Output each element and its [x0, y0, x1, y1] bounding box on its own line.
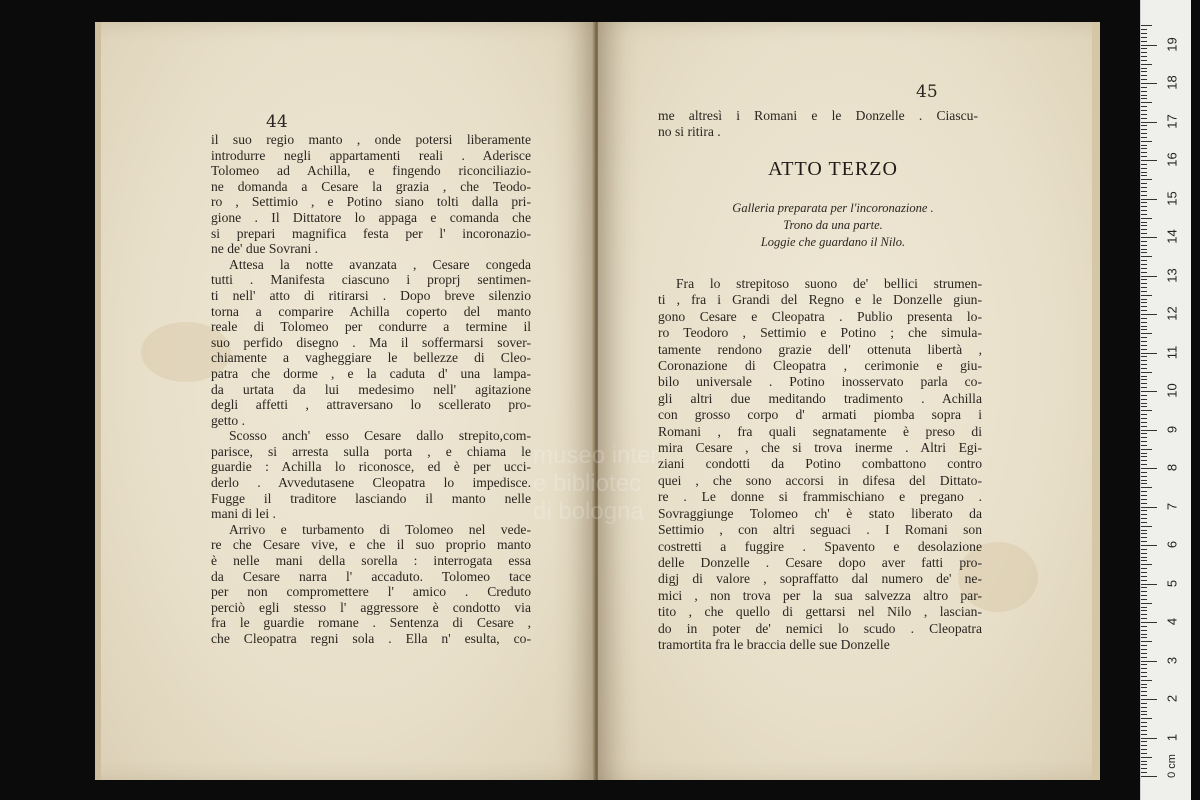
text-line: è nelle mani della sorella : interrogata essa — [211, 553, 531, 569]
ruler-tick — [1141, 714, 1147, 715]
text-line: guardie : Achilla lo riconosce, ed è per ucci- — [211, 459, 531, 475]
text-line: digj di valore , sopraffatto dal numero de' ne- — [658, 571, 982, 587]
setting-line: Galleria preparata per l'incoronazione . — [732, 201, 934, 215]
ruler-tick — [1141, 453, 1147, 454]
ruler-tick — [1141, 314, 1157, 315]
ruler-tick — [1141, 557, 1147, 558]
ruler-tick — [1141, 472, 1147, 473]
ruler-tick — [1141, 276, 1157, 277]
ruler-tick — [1141, 630, 1147, 631]
ruler-tick — [1141, 341, 1147, 342]
ruler-number: 2 — [1164, 694, 1180, 703]
text-line: Fra lo strepitoso suono de' bellici strumen- — [676, 276, 982, 291]
ruler-number: 4 — [1164, 617, 1180, 626]
ruler-tick — [1141, 210, 1147, 211]
ruler-tick — [1141, 568, 1147, 569]
ruler-tick — [1141, 222, 1147, 223]
ruler-tick — [1141, 206, 1147, 207]
ruler-tick — [1141, 29, 1147, 30]
ruler-tick — [1141, 437, 1147, 438]
ruler-tick — [1141, 661, 1157, 662]
ruler-tick — [1141, 564, 1152, 565]
ruler-tick — [1141, 549, 1147, 550]
text-line: ti , fra i Grandi del Regno e le Donzelle giun- — [658, 292, 982, 308]
ruler-tick — [1141, 418, 1147, 419]
ruler-number: 5 — [1164, 579, 1180, 587]
ruler-tick — [1141, 25, 1152, 26]
ruler-tick — [1141, 499, 1147, 500]
text-line: con grosso corpo d' armati piomba sopra i — [658, 407, 982, 423]
ruler-tick — [1141, 730, 1147, 731]
text-line: Tolomeo ad Achilla, e fingendo riconciliazio- — [211, 163, 531, 179]
ruler-tick — [1141, 403, 1147, 404]
ruler-tick — [1141, 229, 1147, 230]
text-line: gione . Il Dittatore lo appaga e comanda che — [211, 209, 531, 225]
act-title: ATTO TERZO — [768, 158, 898, 180]
ruler-tick — [1141, 749, 1147, 750]
ruler-tick — [1141, 179, 1152, 180]
ruler-tick — [1141, 680, 1152, 681]
ruler-tick — [1141, 191, 1147, 192]
ruler-tick — [1141, 468, 1157, 469]
watermark-line: museo inter — [533, 442, 659, 469]
ruler-tick — [1141, 79, 1147, 80]
ruler-tick — [1141, 584, 1157, 585]
ruler-tick — [1141, 249, 1147, 250]
ruler-tick — [1141, 64, 1152, 65]
text-line: fra le guardie romane . Sentenza di Cesare , — [211, 615, 531, 631]
ruler-tick — [1141, 422, 1147, 423]
ruler-tick — [1141, 487, 1152, 488]
ruler-tick — [1141, 91, 1147, 92]
text-line: tito , che quello di gettarsi nel Nilo , lascian- — [658, 604, 982, 620]
text-line: no si ritira . — [658, 123, 721, 139]
ruler-number: 15 — [1164, 190, 1180, 206]
text-line: tamente rendono grazie dell' ottenuta libertà , — [658, 341, 982, 357]
ruler-tick — [1141, 160, 1157, 161]
text-line: reale di Tolomeo per condurre a termine il — [211, 319, 531, 335]
text-line: ro Teodoro , Settimio e Potino ; che simula- — [658, 325, 982, 341]
text-line: il suo regio manto , onde potersi liberamente — [211, 132, 531, 147]
ruler-tick — [1141, 634, 1147, 635]
text-line: si prepari magnifica festa per l' incoronazio- — [211, 225, 531, 241]
ruler-tick — [1141, 245, 1147, 246]
ruler-tick — [1141, 553, 1147, 554]
text-line: patra che dorme , e la caduta d' una lampa- — [211, 365, 531, 381]
ruler-tick — [1141, 410, 1152, 411]
ruler-tick — [1141, 110, 1147, 111]
ruler-tick — [1141, 503, 1147, 504]
text-line: chiamente a vagheggiare le bellezze di Cleo- — [211, 350, 531, 366]
ruler-number: 9 — [1164, 425, 1180, 433]
ruler-tick — [1141, 699, 1157, 700]
ruler-tick — [1141, 41, 1147, 42]
ruler-tick — [1141, 95, 1147, 96]
text-line: per non compromettere l' amico . Creduto — [211, 584, 531, 600]
text-line: da Cesare narra l' accaduto. Tolomeo tace — [211, 568, 531, 584]
continuation-text — [658, 108, 978, 139]
ruler-tick — [1141, 610, 1147, 611]
ruler-tick — [1141, 707, 1147, 708]
ruler-tick — [1141, 518, 1147, 519]
ruler-tick — [1141, 137, 1147, 138]
ruler-tick — [1141, 722, 1147, 723]
ruler-tick — [1141, 195, 1147, 196]
ruler-tick — [1141, 387, 1147, 388]
ruler-tick — [1141, 372, 1152, 373]
ruler-tick — [1141, 279, 1147, 280]
ruler-tick — [1141, 237, 1157, 238]
ruler-number: 6 — [1164, 540, 1180, 549]
ruler-tick — [1141, 291, 1147, 292]
text-line: parisce, si arresta sulla porta , e chiama le — [211, 443, 531, 459]
ruler-tick — [1141, 599, 1147, 600]
ruler-tick — [1141, 199, 1157, 200]
text-line: Attesa la notte avanzata , Cesare congeda — [229, 256, 531, 272]
ruler-tick — [1141, 256, 1152, 257]
ruler-tick — [1141, 745, 1147, 746]
ruler-tick — [1141, 738, 1157, 739]
ruler-tick — [1141, 607, 1147, 608]
ruler-tick — [1141, 595, 1147, 596]
open-book — [95, 22, 1100, 780]
text-line: Sovraggiunge Tolomeo ch' è stato liberato da — [658, 505, 982, 521]
ruler-tick — [1141, 426, 1147, 427]
ruler-tick — [1141, 360, 1147, 361]
ruler-tick — [1141, 333, 1152, 334]
ruler-tick — [1141, 379, 1147, 380]
ruler-tick — [1141, 329, 1147, 330]
text-line: che Cleopatra regni sola . Ella n' esulta, co- — [211, 631, 531, 646]
ruler-tick — [1141, 560, 1147, 561]
ruler-tick — [1141, 122, 1157, 123]
ruler-tick — [1141, 741, 1147, 742]
ruler-tick — [1141, 772, 1147, 773]
ruler-tick — [1141, 264, 1147, 265]
text-line: perciò egli stesso l' aggressore è condotto via — [211, 599, 531, 615]
text-line: ziani condotti da Potino combattono contro — [658, 456, 982, 472]
ruler-tick — [1141, 464, 1147, 465]
ruler-tick — [1141, 183, 1147, 184]
text-line: re . Le donne si frammischiano e pregano . — [658, 489, 982, 505]
text-line: ne domanda a Cesare la grazia , che Teodo- — [211, 178, 531, 194]
text-line: ne de' due Sovrani . — [211, 241, 319, 257]
ruler-number: 10 — [1164, 383, 1180, 398]
ruler-tick — [1141, 218, 1152, 219]
ruler-number: 17 — [1164, 113, 1180, 129]
ruler-tick — [1141, 533, 1147, 534]
ruler-number: 11 — [1164, 345, 1180, 359]
ruler-tick — [1141, 391, 1157, 392]
ruler-tick — [1141, 637, 1147, 638]
ruler-tick — [1141, 260, 1147, 261]
ruler-tick — [1141, 102, 1152, 103]
ruler-tick — [1141, 83, 1157, 84]
ruler-tick — [1141, 580, 1147, 581]
text-line: Fugge il traditore lasciando il manto nelle — [211, 490, 531, 506]
ruler-tick — [1141, 310, 1147, 311]
ruler-tick — [1141, 726, 1147, 727]
left-page-number: 44 — [266, 112, 288, 132]
left-page — [95, 22, 595, 780]
text-line: mira Cesare , che si trova inerme . Altri Egi- — [658, 440, 982, 456]
text-line: Settimio , con altri seguaci . I Romani son — [658, 522, 982, 538]
ruler-tick — [1141, 141, 1152, 142]
text-line: Scosso anch' esso Cesare dallo strepito,com- — [229, 428, 531, 444]
right-page-number: 45 — [916, 82, 938, 102]
text-line: ti nell' atto di ritirarsi . Dopo breve silenzio — [211, 287, 531, 303]
ruler-tick — [1141, 125, 1147, 126]
ruler-tick — [1141, 526, 1152, 527]
ruler-tick — [1141, 572, 1147, 573]
setting-line: Loggie che guardano il Nilo. — [760, 235, 906, 249]
text-line: gli altri due meditando tradimento . Achilla — [658, 390, 982, 406]
text-line: da urtata da lui medesimo nell' agitazione — [211, 381, 531, 397]
ruler-tick — [1141, 272, 1147, 273]
ruler-tick — [1141, 56, 1147, 57]
ruler-tick — [1141, 395, 1147, 396]
text-line: gono Cesare e Cleopatra . Publio presenta lo- — [658, 308, 982, 324]
left-page-text — [211, 132, 531, 647]
text-line: getto . — [211, 412, 245, 428]
text-line: tutti . Manifesta ciascuno i proprj sentimen- — [211, 272, 531, 288]
ruler-unit-label: 0 cm — [1166, 754, 1178, 778]
ruler-tick — [1141, 687, 1147, 688]
text-line: re che Cesare vive, e che il suo proprio manto — [211, 537, 531, 553]
ruler-tick — [1141, 349, 1147, 350]
ruler-tick — [1141, 657, 1147, 658]
text-line: torna a comparire Achilla coperto del manto — [211, 303, 531, 319]
ruler-number: 16 — [1164, 152, 1180, 167]
ruler-number: 3 — [1164, 656, 1180, 664]
ruler-tick — [1141, 202, 1147, 203]
ruler-number: 19 — [1164, 36, 1180, 52]
ruler-tick — [1141, 233, 1147, 234]
ruler-tick — [1141, 441, 1147, 442]
ruler-tick — [1141, 145, 1147, 146]
ruler-tick — [1141, 52, 1147, 53]
text-line: Romani , fra quali segnatamente è preso di — [658, 423, 982, 439]
ruler-tick — [1141, 626, 1147, 627]
ruler-tick — [1141, 406, 1147, 407]
ruler-tick — [1141, 399, 1147, 400]
ruler-tick — [1141, 668, 1147, 669]
ruler-tick — [1141, 106, 1147, 107]
ruler-tick — [1141, 734, 1147, 735]
text-line: quei , che sono accorsi in difesa del Dittato- — [658, 472, 982, 488]
ruler-tick — [1141, 225, 1147, 226]
text-line: suo perfido disegno . Ma il soffermarsi sover- — [211, 334, 531, 350]
ruler-tick — [1141, 664, 1147, 665]
ruler-tick — [1141, 337, 1147, 338]
ruler-number: 14 — [1164, 229, 1180, 244]
ruler-tick — [1141, 587, 1147, 588]
text-line: bilo universale . Potino inosservato parla co- — [658, 374, 982, 390]
ruler-tick — [1141, 653, 1147, 654]
text-line: do in poter de' nemici lo scudo . Cleopatra — [658, 620, 982, 636]
ruler-tick — [1141, 306, 1147, 307]
ruler-tick — [1141, 433, 1147, 434]
ruler-tick — [1141, 445, 1147, 446]
ruler-tick — [1141, 757, 1152, 758]
right-page — [598, 22, 1100, 780]
ruler-tick — [1141, 118, 1147, 119]
ruler-number: 8 — [1164, 463, 1180, 472]
ruler-tick — [1141, 684, 1147, 685]
ruler-tick — [1141, 414, 1147, 415]
ruler-number: 12 — [1164, 306, 1180, 321]
ruler-tick — [1141, 456, 1147, 457]
ruler-tick — [1141, 268, 1147, 269]
ruler-tick — [1141, 576, 1147, 577]
ruler-tick — [1141, 172, 1147, 173]
ruler-tick — [1141, 383, 1147, 384]
ruler-tick — [1141, 449, 1152, 450]
ruler-tick — [1141, 514, 1147, 515]
ruler-tick — [1141, 148, 1147, 149]
ruler-tick — [1141, 376, 1147, 377]
ruler-tick — [1141, 60, 1147, 61]
ruler-tick — [1141, 283, 1147, 284]
ruler-number: 18 — [1164, 75, 1180, 90]
watermark-line: di bologna — [533, 498, 644, 525]
ruler-tick — [1141, 241, 1147, 242]
ruler-tick — [1141, 87, 1147, 88]
text-line: Coronazione di Cleopatra , cerimonie e giu- — [658, 358, 982, 374]
ruler-tick — [1141, 287, 1147, 288]
ruler-tick — [1141, 353, 1157, 354]
ruler-tick — [1141, 530, 1147, 531]
ruler-number: 1 — [1164, 733, 1180, 741]
measuring-ruler — [1140, 0, 1191, 800]
setting-line: Trono da una parte. — [783, 218, 883, 232]
ruler-tick — [1141, 703, 1147, 704]
text-line: delle Donzelle . Cesare dopo aver fatti pro- — [658, 554, 982, 570]
ruler-tick — [1141, 71, 1147, 72]
ruler-tick — [1141, 156, 1147, 157]
text-line: introdurre negli appartamenti reali . Aderisce — [211, 147, 531, 163]
ruler-tick — [1141, 252, 1147, 253]
ruler-tick — [1141, 430, 1157, 431]
text-line: costretti a fuggire . Spavento e desolazione — [658, 538, 982, 554]
ruler-number: 7 — [1164, 502, 1180, 510]
ruler-tick — [1141, 318, 1147, 319]
ruler-tick — [1141, 175, 1147, 176]
ruler-tick — [1141, 761, 1147, 762]
ruler-tick — [1141, 45, 1157, 46]
ruler-tick — [1141, 129, 1147, 130]
ruler-tick — [1141, 545, 1157, 546]
text-line: tramortita fra le braccia delle sue Donzelle — [658, 636, 890, 652]
ruler-tick — [1141, 187, 1147, 188]
ruler-tick — [1141, 603, 1152, 604]
ruler-tick — [1141, 522, 1147, 523]
ruler-tick — [1141, 37, 1147, 38]
ruler-tick — [1141, 302, 1147, 303]
ruler-tick — [1141, 753, 1147, 754]
ruler-tick — [1141, 164, 1147, 165]
ruler-tick — [1141, 711, 1147, 712]
ruler-tick — [1141, 645, 1147, 646]
ruler-tick — [1141, 68, 1147, 69]
ruler-tick — [1141, 322, 1147, 323]
ruler-tick — [1141, 326, 1147, 327]
ruler-tick — [1141, 75, 1147, 76]
text-line: degli affetti , attraversano lo scellerato pro- — [211, 397, 531, 413]
ruler-tick — [1141, 768, 1147, 769]
ruler-tick — [1141, 718, 1152, 719]
ruler-tick — [1141, 33, 1147, 34]
ruler-tick — [1141, 460, 1147, 461]
ruler-tick — [1141, 510, 1147, 511]
ruler-tick — [1141, 641, 1152, 642]
text-line: derlo . Avvedutasene Cleopatra lo impedisce. — [211, 475, 531, 491]
ruler-tick — [1141, 507, 1157, 508]
ruler-tick — [1141, 345, 1147, 346]
scene-setting — [618, 200, 1048, 251]
ruler-number: 13 — [1164, 267, 1180, 283]
ruler-tick — [1141, 295, 1152, 296]
ruler-tick — [1141, 299, 1147, 300]
ruler-tick — [1141, 491, 1147, 492]
right-page-text — [658, 276, 982, 653]
ruler-tick — [1141, 676, 1147, 677]
ruler-tick — [1141, 152, 1147, 153]
ruler-tick — [1141, 48, 1147, 49]
ruler-tick — [1141, 364, 1147, 365]
ruler-tick — [1141, 649, 1147, 650]
ruler-tick — [1141, 614, 1147, 615]
ruler-tick — [1141, 133, 1147, 134]
text-line: me altresì i Romani e le Donzelle . Ciascu- — [658, 108, 978, 123]
ruler-tick — [1141, 691, 1147, 692]
ruler-tick — [1141, 480, 1147, 481]
ruler-tick — [1141, 537, 1147, 538]
ruler-tick — [1141, 98, 1147, 99]
ruler-tick — [1141, 114, 1147, 115]
ruler-tick — [1141, 476, 1147, 477]
ruler-tick — [1141, 214, 1147, 215]
ruler-tick — [1141, 622, 1157, 623]
text-line: mani di lei . — [211, 506, 276, 522]
ruler-tick — [1141, 495, 1147, 496]
ruler-tick — [1141, 618, 1147, 619]
ruler-tick — [1141, 591, 1147, 592]
text-line: ro , Settimio , e Potino siano tolti dalla pri- — [211, 194, 531, 210]
ruler-tick — [1141, 356, 1147, 357]
ruler-tick — [1141, 695, 1147, 696]
ruler-tick — [1141, 776, 1157, 777]
text-line: mici , non trova per la sua salvezza altro par- — [658, 587, 982, 603]
ruler-tick — [1141, 368, 1147, 369]
ruler-tick — [1141, 168, 1147, 169]
ruler-tick — [1141, 764, 1147, 765]
text-line: Arrivo e turbamento di Tolomeo nel vede- — [229, 521, 531, 537]
ruler-tick — [1141, 541, 1147, 542]
ruler-tick — [1141, 672, 1147, 673]
watermark-line: e bibliotec — [533, 470, 642, 497]
ruler-tick — [1141, 483, 1147, 484]
